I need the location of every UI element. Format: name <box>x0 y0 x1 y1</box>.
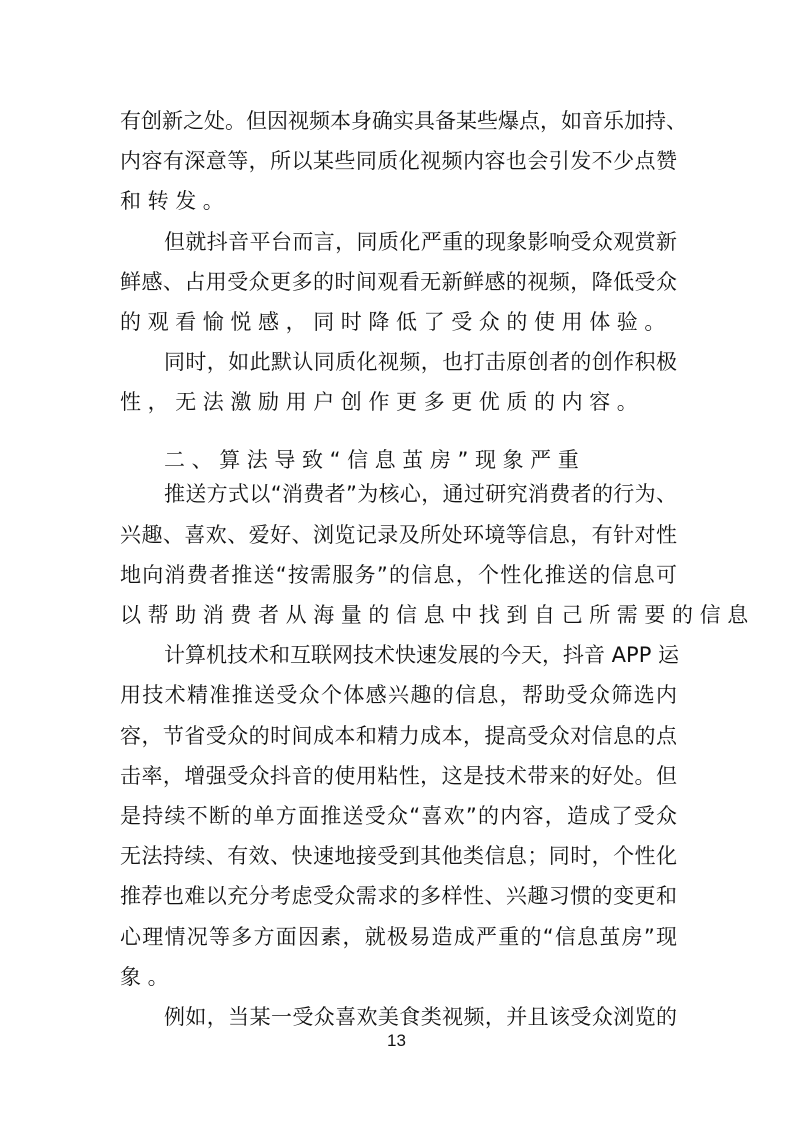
section-heading: 二、算法导致“信息茧房”现象严重 <box>164 448 586 473</box>
text-line: 以帮助消费者从海量的信息中找到自己所需要的信息 <box>120 603 755 627</box>
text-line: 是持续不断的单方面推送受众“喜欢”的内容，造成了受众 <box>120 804 677 828</box>
text-line: 和转发。 <box>120 189 231 214</box>
text-line: 推送方式以“消费者”为核心，通过研究消费者的行为、 <box>164 482 677 507</box>
text-line: 但就抖音平台而言，同质化严重的现象影响受众观赏新 <box>164 229 677 254</box>
text-line: 的观看愉悦感，同时降低了受众的使用体验。 <box>120 310 672 334</box>
text-line: 地向消费者推送“按需服务”的信息，个性化推送的信息可 <box>120 562 677 587</box>
text-line: 计算机技术和互联网技术快速发展的今天，抖音 APP 运 <box>164 643 680 668</box>
page-number: 13 <box>387 1031 406 1050</box>
text-line: 击率，增强受众抖音的使用粘性，这是技术带来的好处。但 <box>120 763 677 788</box>
text-line: 鲜感、占用受众更多的时间观看无新鲜感的视频，降低受众 <box>120 269 677 294</box>
text-line: 容，节省受众的时间成本和精力成本，提高受众对信息的点 <box>120 723 677 748</box>
text-line: 无法持续、有效、快速地接受到其他类信息；同时，个性化 <box>120 844 677 869</box>
text-line: 性，无法激励用户创作更多更优质的内容。 <box>120 390 645 415</box>
text-line: 兴趣、喜欢、爱好、浏览记录及所处环境等信息，有针对性 <box>120 522 677 547</box>
text-line: 用技术精准推送受众个体感兴趣的信息，帮助受众筛选内 <box>120 683 677 708</box>
text-line: 有创新之处。但因视频本身确实具备某些爆点，如音乐加持、 <box>120 109 687 133</box>
text-line: 内容有深意等，所以某些同质化视频内容也会引发不少点赞 <box>120 149 677 174</box>
text-line: 心理情况等多方面因素，就极易造成严重的“信息茧房”现 <box>120 924 677 949</box>
text-line: 推荐也难以充分考虑受众需求的多样性、兴趣习惯的变更和 <box>120 884 677 909</box>
text-line: 例如，当某一受众喜欢美食类视频，并且该受众浏览的 <box>164 1005 677 1029</box>
text-line: 同时，如此默认同质化视频，也打击原创者的创作积极 <box>164 350 677 375</box>
text-line: 象。 <box>120 964 176 989</box>
